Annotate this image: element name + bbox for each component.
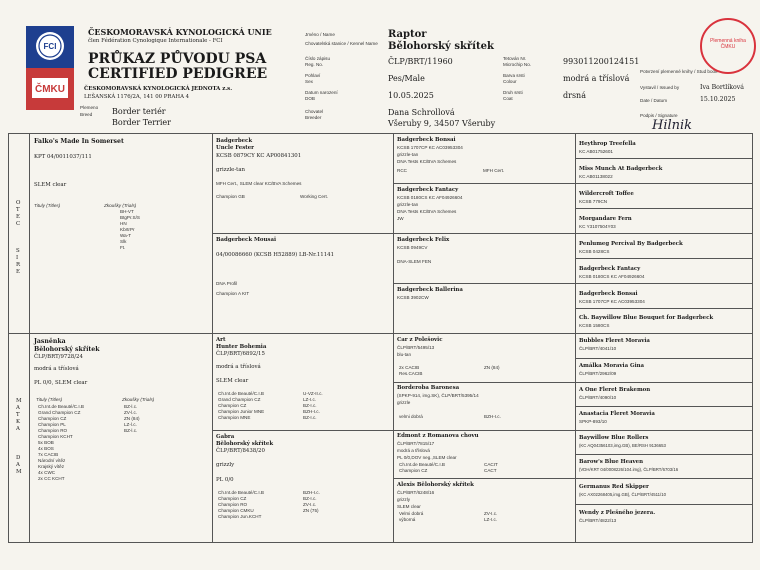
dam-grand-exam: BZH-I.c. xyxy=(484,414,501,419)
dam-title: 7x CACIB xyxy=(38,452,59,457)
dam-father-exam: BZ-I.c. xyxy=(303,403,317,408)
grid-line xyxy=(393,478,575,479)
dam-color: modrá a tříslová xyxy=(34,366,79,372)
breed-cz: Border teriér xyxy=(112,107,166,116)
sire-name: Falko's Made In Somerset xyxy=(34,138,124,145)
dob: 10.05.2025 xyxy=(388,91,434,100)
dam-grand-name: Car z Polešovic xyxy=(397,337,443,343)
grid-line xyxy=(393,233,575,234)
reg-label-cz: Číslo zápisu xyxy=(305,56,331,61)
grid-line xyxy=(393,430,575,431)
grid-line xyxy=(575,133,576,543)
dam-grand-reg: (SPKP-914, img.SK), ČLP/BRT/5395/14 xyxy=(397,393,479,398)
grid-line xyxy=(575,358,752,359)
dam-father-name2: Hunter Bohemia xyxy=(216,344,267,350)
dam-grand-title: 2x CACIB xyxy=(399,365,420,370)
sire-ggrand-reg: KCSB 1707CP KC AC03953304 xyxy=(579,299,645,304)
side-label-dam: D A M xyxy=(16,455,22,475)
sire-exam: Ft. xyxy=(120,245,126,250)
dam-grand-title: velmi dobrá xyxy=(399,414,423,419)
dam-mother-exam: BZH-I.c. xyxy=(303,490,320,495)
grid-line xyxy=(8,542,753,543)
dam-grand-exam: ZN (84) xyxy=(484,365,500,370)
dam-father-exam: BZH-I.c. xyxy=(303,409,320,414)
plemeno-label: Plemeno xyxy=(80,105,99,110)
grid-line xyxy=(212,233,393,234)
sire-grand-reg: KCSB 0180CS KC AF04926604 xyxy=(397,195,463,200)
sire-grand-name: Badgerbeck Bonsai xyxy=(397,137,456,143)
grid-line xyxy=(393,382,575,383)
dam-ggrand-reg: (KC AX02268405,img.GB), ČLP/BRT/4511/10 xyxy=(579,492,667,497)
dam-title: Grand Champion CZ xyxy=(38,410,81,415)
name-label-cz: Jméno / Name xyxy=(305,32,335,37)
dam-ggrand-reg: SPKP-893/10 xyxy=(579,419,607,424)
grid-line xyxy=(575,208,752,209)
dam-ggrand-name: Baywillow Blue Rollers xyxy=(579,435,649,441)
dam-grand-name: Alexis Bělohorský skřítek xyxy=(397,482,474,488)
sire-grand-name: Badgerbeck Ballerina xyxy=(397,287,463,293)
sire-father-health: MFH Cert., SLEM clear KC/BVA Schemes xyxy=(216,181,302,186)
breeder-address: Všeruby 9, 34507 Všeruby xyxy=(388,119,496,128)
sire-exam: HN xyxy=(120,221,127,226)
sire-exam: Slk xyxy=(120,239,127,244)
sire-grand-tag: RCC xyxy=(397,168,407,173)
grid-line xyxy=(393,133,394,543)
dam-ggrand-reg: ČLP/BRT/2962/09 xyxy=(579,371,617,376)
color-label-en: Colour xyxy=(503,79,517,84)
grid-line xyxy=(575,308,752,309)
signature-label: Podpis / Signature xyxy=(640,113,678,118)
dam-kennel: Bělohorský skřítek xyxy=(34,346,100,353)
dam-grand-reg: ČLP/BRT/6248/16 xyxy=(397,490,435,495)
sex-label-cz: Pohlaví xyxy=(305,73,321,78)
dam-title: Ch.Int.de Beauté/C.I.B xyxy=(38,404,84,409)
dam-grand-exam: ZV-I.c. xyxy=(484,511,498,516)
dam-mother-health: PL 0/0 xyxy=(216,477,234,483)
kennel-name: Bělohorský skřítek xyxy=(388,41,494,52)
sire-father-reg: KCSB 0879CY KC AP00841301 xyxy=(216,153,302,159)
sire-ggrand-name: Wildercroft Toffee xyxy=(579,191,634,197)
dam-grand-title: Res.CACIB xyxy=(399,371,423,376)
grid-line xyxy=(575,454,752,455)
sex: Pes/Male xyxy=(388,74,425,83)
dam-father-title: Grand Champion CZ xyxy=(218,397,261,402)
dam-title: Národní vítěz xyxy=(38,458,66,463)
dam-ggrand-name: Barow's Blue Heaven xyxy=(579,459,644,465)
dam-mother-exam: ZV-I.c. xyxy=(303,502,317,507)
sire-grand-reg: KCSB 3902CW xyxy=(397,295,429,300)
dam-exam: LZ-l.c. xyxy=(124,422,137,427)
dam-name: Jasněnka xyxy=(34,338,66,345)
dam-title: Champion CZ xyxy=(38,416,67,421)
color: modrá a tříslová xyxy=(563,74,630,83)
jednota-name: ČESKOMORAVSKÁ KYNOLOGICKÁ JEDNOTA z.s. xyxy=(84,86,233,92)
sire-father-title: Champion GB xyxy=(216,194,245,199)
sire-father-extra: Working Cert. xyxy=(300,194,328,199)
cmku-fci-logo xyxy=(26,26,74,110)
sire-ggrand-name: Miss Munch At Badgerbeck xyxy=(579,166,663,172)
dam-title: Champion PL xyxy=(38,422,66,427)
dam-exams-label: Zkoušky (Trials) xyxy=(122,397,155,402)
sire-ggrand-name: Ch. Baywillow Blue Bouquet for Badgerbeck xyxy=(579,315,714,321)
sire-exam: KbrtrPr xyxy=(120,227,135,232)
grid-line xyxy=(8,133,753,134)
side-label-matka: M A T K A xyxy=(16,398,22,432)
dam-ggrand-name: Amálka Moravia Gina xyxy=(579,363,645,369)
sex-label-en: Sex xyxy=(305,79,313,84)
sire-mother-title: Champion A KIT xyxy=(216,291,250,296)
sire-ggrand-reg: KCSB 0180CS KC AF04926604 xyxy=(579,274,645,279)
org-member: člen Fédération Cynologique Internationale - FCI xyxy=(88,38,223,44)
sire-ggrand-reg: KC Y3107504Y03 xyxy=(579,224,616,229)
grid-line xyxy=(575,158,752,159)
dam-title: 4x BOS xyxy=(38,446,54,451)
dam-grand-title: Ch.Int.de Beauté/C.I.B xyxy=(399,462,445,467)
dam-mother-name: Gabra xyxy=(216,434,235,440)
dam-exam: ZN (84) xyxy=(124,416,140,421)
breed-en: Border Terrier xyxy=(112,118,171,127)
dam-father-exam: LZ-I.c. xyxy=(303,397,317,402)
dam-ggrand-name: A One Fleret Brakemon xyxy=(579,387,651,393)
dam-father-title: Ch.Int.de Beauté/C.I.B xyxy=(218,391,264,396)
sire-mother-health: DNA Profil xyxy=(216,281,238,286)
dam-grand-exam: CACIT xyxy=(484,462,498,467)
sire-ggrand-reg: KCSB 0428CS xyxy=(579,249,610,254)
dam-title: 2x CC KCHT xyxy=(38,476,65,481)
dam-mother-title: Champion RO xyxy=(218,502,248,507)
svg-text:FCI: FCI xyxy=(43,42,57,51)
dam-exam: ZV-l.c. xyxy=(124,410,138,415)
grid-line xyxy=(393,183,575,184)
sire-grand-color: grizzle-tan xyxy=(397,152,419,157)
dam-ggrand-name: Germanus Red Skipper xyxy=(579,484,649,490)
side-label-otec: O T E C xyxy=(16,200,21,227)
dam-mother-name2: Bělohorský skřítek xyxy=(216,441,274,447)
dam-father-name: Art xyxy=(216,337,226,343)
grid-line xyxy=(752,133,753,543)
grid-line xyxy=(8,133,9,543)
dam-title: Champion RO xyxy=(38,428,68,433)
dam-reg: ČLP/BRT/9728/24 xyxy=(34,354,83,360)
coat-label-cz: Druh srsti xyxy=(503,90,523,95)
dam-title: 5x BOB xyxy=(38,440,54,445)
dam-father-title: Champion Junior MNE xyxy=(218,409,265,414)
dam-father-exam: U-VZ-II.c. xyxy=(303,391,323,396)
dam-mother-color: grizzly xyxy=(216,462,235,468)
sire-ggrand-name: Badgerbeck Bonsai xyxy=(579,291,638,297)
dam-grand-title: výborná xyxy=(399,517,416,522)
dam-titles-label: Tituly (Titles) xyxy=(36,397,63,402)
breed-label: Breed xyxy=(80,112,93,117)
dam-health: PL 0/0, SLEM clear xyxy=(34,380,88,386)
sire-father-color: grizzle-tan xyxy=(216,167,246,173)
dam-mother-reg: ČLP/BRT/8438/20 xyxy=(216,448,265,454)
sire-ggrand-name: Penlumeg Percival By Badgerbeck xyxy=(579,241,683,247)
sire-ggrand-name: Morgandare Fern xyxy=(579,216,632,222)
dam-mother-title: Ch.Int.de Beauté/C.I.B xyxy=(218,490,264,495)
dam-ggrand-reg: (VDH/KRT 04/0008226/104.img), ČLP/BRT/6703/16 xyxy=(579,467,679,472)
side-label-sire: S I R E xyxy=(16,248,21,275)
dam-ggrand-name: Wendy z Plešného jezera. xyxy=(579,510,656,516)
approval-label: Potvrzení plemenné knihy / Stud book xyxy=(640,69,718,74)
coat: drsná xyxy=(563,91,586,100)
sire-grand-health: DNA Tests KC/BVA Schemes xyxy=(397,209,457,214)
dam-grand-name: Borderoba Baronesa xyxy=(397,385,460,391)
dam-mother-title: Champion Jun.KCHT xyxy=(218,514,262,519)
issued-by: Iva Bortlíková xyxy=(700,84,744,91)
svg-text:ČMKU: ČMKU xyxy=(35,84,65,95)
grid-line xyxy=(575,233,752,234)
dam-mother-title: Champion CMKU xyxy=(218,508,254,513)
dam-ggrand-name: Bubbles Fleret Moravia xyxy=(579,338,650,344)
dam-grand-health: SLEM clear xyxy=(397,504,421,509)
sire-grand-name: Badgerbeck Fantacy xyxy=(397,187,459,193)
sire-ggrand-name: Badgerbeck Fantacy xyxy=(579,266,641,272)
dam-grand-color: modrá a tříslová xyxy=(397,448,430,453)
org-name: ČESKOMORAVSKÁ KYNOLOGICKÁ UNIE xyxy=(88,27,272,37)
sire-mother-reg: 04/00086660 (KCSB H52889) LB-Nr.11141 xyxy=(216,252,334,258)
tattoo-label-en: Microchip No. xyxy=(503,62,532,67)
dam-ggrand-reg: ČLP/BRT/4822/13 xyxy=(579,518,617,523)
title-cz: PRŮKAZ PŮVODU PSA xyxy=(88,51,267,67)
dam-grand-exam: CACT xyxy=(484,468,497,473)
grid-line xyxy=(575,382,752,383)
dam-ggrand-reg: ČLP/BRT/4090/10 xyxy=(579,395,617,400)
stamp-text: Plemenná kniha ČMKU xyxy=(710,38,746,50)
dam-title: 4x CWC xyxy=(38,470,56,475)
grid-line xyxy=(8,333,753,334)
sire-reg: KPT 04/0011037/111 xyxy=(34,154,92,160)
grid-line xyxy=(29,133,30,543)
dam-father-title: Champion CZ xyxy=(218,403,247,408)
tattoo-label-cz: Tetován Nr. xyxy=(503,56,527,61)
stamp xyxy=(700,18,756,74)
dam-ggrand-name: Anastacia Fleret Moravia xyxy=(579,411,655,417)
dam-grand-reg: ČLP/BRT/7815/17 xyxy=(397,441,435,446)
breeder-label-en: Breeder xyxy=(305,115,322,120)
coat-label-en: Coat xyxy=(503,96,513,101)
grid-line xyxy=(575,283,752,284)
dam-exam: BZ-l.c. xyxy=(124,404,138,409)
chip-number: 993011200124151 xyxy=(563,57,640,66)
sire-grand-health: DNA-SLEM FEN xyxy=(397,259,432,264)
issued-label: Vystavil / Issued by xyxy=(640,85,680,90)
dam-ggrand-reg: ČLP/BRT/4041/10 xyxy=(579,346,617,351)
sire-mother-name: Badgerbeck Mousai xyxy=(216,237,277,243)
sire-titles-label: Tituly (Titles) xyxy=(34,203,61,208)
dam-grand-title: Velmi dobrá xyxy=(399,511,424,516)
date-label: Date / Datum xyxy=(640,98,668,103)
sire-exams-label: Zkoušky (Trials) xyxy=(104,203,137,208)
jednota-address: LEŠANSKÁ 1176/2A, 141 00 PRAHA 4 xyxy=(84,94,190,100)
color-label-cz: Barva srsti xyxy=(503,73,525,78)
grid-line xyxy=(393,283,575,284)
breeder-label-cz: Chovatel xyxy=(305,109,324,114)
sire-health: SLEM clear xyxy=(34,182,67,188)
sire-grand-tag: MFH Cert. xyxy=(483,168,505,173)
dam-father-color: modrá a tříslová xyxy=(216,364,261,370)
grid-line xyxy=(575,406,752,407)
signature: Hilnik xyxy=(652,118,693,133)
dam-grand-exam: LZ-I.c. xyxy=(484,517,498,522)
sire-exam: BH-VT xyxy=(120,209,134,214)
issue-date: 15.10.2025 xyxy=(700,96,736,103)
sire-grand-tag: JW xyxy=(397,216,404,221)
grid-line xyxy=(575,478,752,479)
dam-grand-name: Edmont z Romanova chovu xyxy=(397,433,479,439)
grid-line xyxy=(575,504,752,505)
breeder-name: Dana Schrollová xyxy=(388,108,455,117)
dam-title: Champion KCHT xyxy=(38,434,73,439)
sire-ggrand-reg: KCSB 1580CS xyxy=(579,323,610,328)
dam-title: Krajský vítěz xyxy=(38,464,65,469)
dam-grand-reg: ČLP/BRT/5495/13 xyxy=(397,345,435,350)
dam-ggrand-reg: (KC AQ04356103,img.GB), BE/RSH 9136653 xyxy=(579,443,666,448)
grid-line xyxy=(575,183,752,184)
reg-label-en: Reg. No. xyxy=(305,62,324,67)
dam-grand-health: PL 0/0,DOV neg.,SLEM clear xyxy=(397,455,457,460)
grid-line xyxy=(575,258,752,259)
sire-grand-color: grizzle-tan xyxy=(397,202,419,207)
title-en: CERTIFIED PEDIGREE xyxy=(88,66,268,82)
dam-mother-exam: ZN (75) xyxy=(303,508,319,513)
sire-grand-name: Badgerbeck Felix xyxy=(397,237,450,243)
sire-father-name: Badgerbeck xyxy=(216,138,253,144)
reg-no: ČLP/BRT/11960 xyxy=(388,57,453,66)
dog-name: Raptor xyxy=(388,29,427,40)
sire-ggrand-reg: KC AB01752601 xyxy=(579,149,613,154)
dam-father-reg: ČLP/BRT/6892/15 xyxy=(216,351,265,357)
name-label-en: Chovatelská stanice / Kennel Name xyxy=(305,41,378,46)
sire-ggrand-name: Heythrop Treefella xyxy=(579,141,636,147)
sire-grand-reg: KCSB 0949CV xyxy=(397,245,428,250)
dob-label-en: DOB xyxy=(305,96,315,101)
dam-father-title: Champion MNE xyxy=(218,415,251,420)
sire-father-name2: Uncle Fester xyxy=(216,145,255,151)
dam-father-exam: BZ-I.c. xyxy=(303,415,317,420)
grid-line xyxy=(575,430,752,431)
dob-label-cz: Datum narození xyxy=(305,90,338,95)
sire-exam: BtgPr.S/S xyxy=(120,215,140,220)
sire-grand-health: DNA Tests KC/BVA Schemes xyxy=(397,159,457,164)
sire-ggrand-reg: KC AB01138022 xyxy=(579,174,613,179)
grid-line xyxy=(212,133,213,543)
dam-exam: BZ-l.c. xyxy=(124,428,138,433)
dam-grand-color: grizzle xyxy=(397,400,411,405)
sire-ggrand-reg: KCSB 779CN xyxy=(579,199,608,204)
dam-grand-color: grizzly xyxy=(397,497,411,502)
dam-mother-exam: BZ-I.c. xyxy=(303,496,317,501)
grid-line xyxy=(212,430,393,431)
dam-grand-title: Champion CZ xyxy=(399,468,428,473)
dam-father-health: SLEM clear xyxy=(216,378,249,384)
dam-grand-color: blu-tan xyxy=(397,352,412,357)
sire-grand-reg: KCSB 1707CP KC AC03953304 xyxy=(397,145,463,150)
sire-exam: Wa-T xyxy=(120,233,132,238)
dam-mother-title: Champion CZ xyxy=(218,496,247,501)
